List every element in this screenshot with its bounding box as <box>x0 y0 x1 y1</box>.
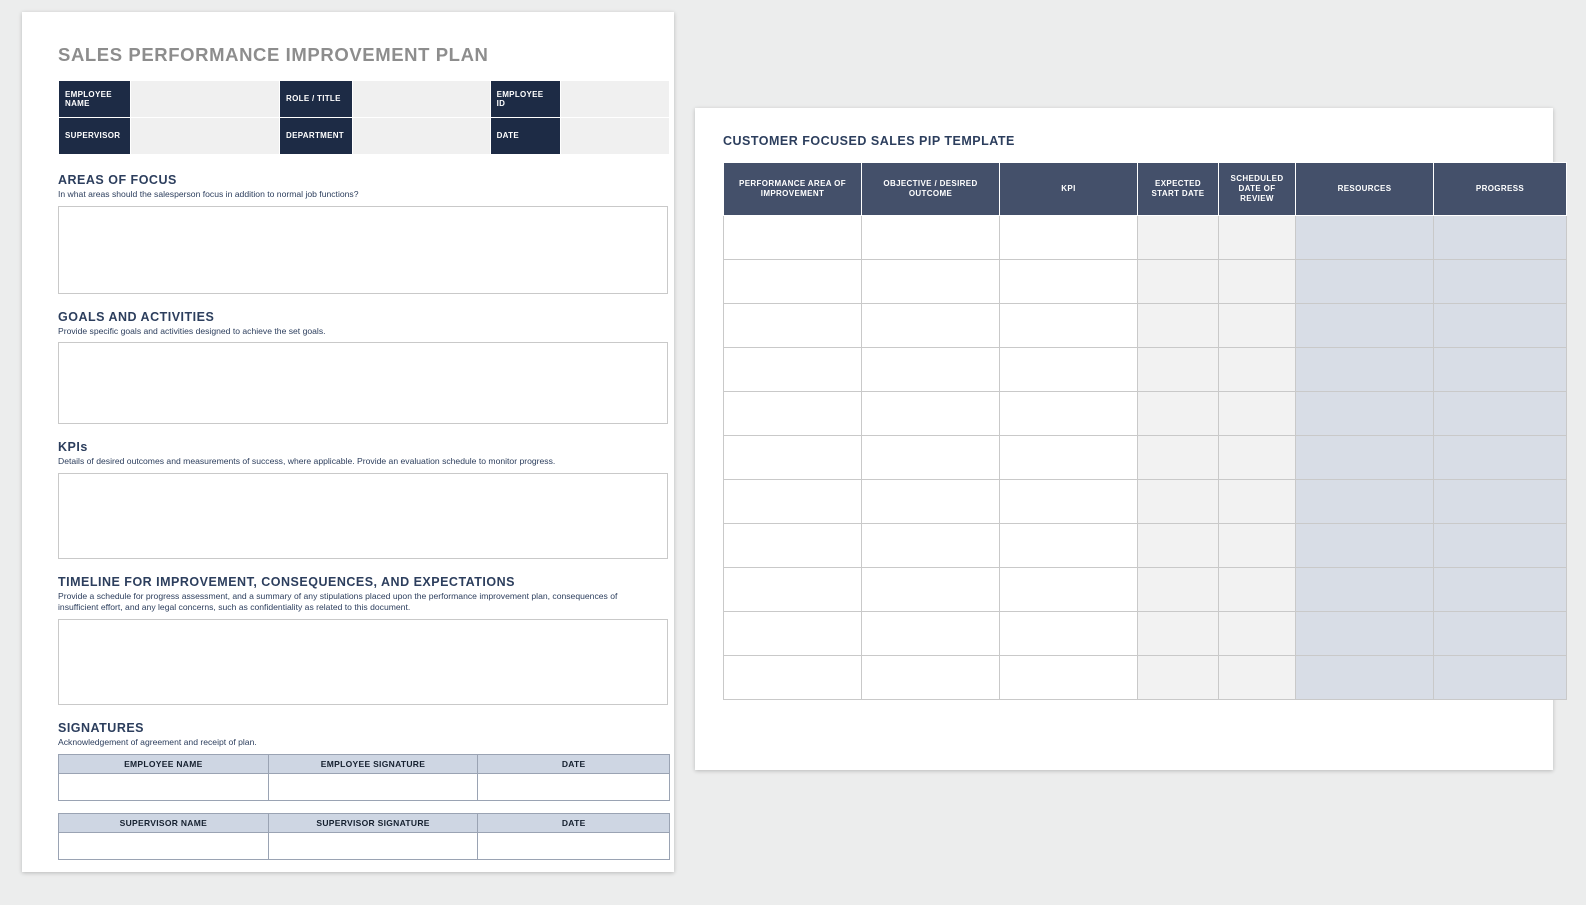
cell-progress[interactable] <box>1434 612 1567 656</box>
section-description: Details of desired outcomes and measurements of success, where applicable. Provide an evaluation schedule to monitor progress. <box>58 456 556 467</box>
cell-scheduled-review-date[interactable] <box>1219 612 1296 656</box>
cell-resources[interactable] <box>1296 216 1434 260</box>
table-row <box>724 568 1567 612</box>
page-title: SALES PERFORMANCE IMPROVEMENT PLAN <box>58 44 489 65</box>
table-row <box>724 260 1567 304</box>
cell-kpi[interactable] <box>1000 392 1138 436</box>
cell-employee-signature[interactable] <box>268 773 478 800</box>
section-areas-of-focus <box>58 173 646 294</box>
pip-table-body <box>724 216 1567 700</box>
section-description: Acknowledgement of agreement and receipt of plan. <box>58 736 257 747</box>
cell-scheduled-review-date[interactable] <box>1219 656 1296 700</box>
cell-performance-area[interactable] <box>724 656 862 700</box>
label-date: DATE <box>490 118 561 155</box>
cell-expected-start-date[interactable] <box>1138 656 1219 700</box>
table-row <box>724 524 1567 568</box>
label-supervisor: SUPERVISOR <box>59 118 131 155</box>
section-goals-and-activities <box>58 310 646 425</box>
cell-performance-area[interactable] <box>724 348 862 392</box>
column-header-objective: OBJECTIVE / DESIRED OUTCOME <box>862 163 1000 216</box>
cell-performance-area[interactable] <box>724 568 862 612</box>
cell-scheduled-review-date[interactable] <box>1219 568 1296 612</box>
table-row <box>724 216 1567 260</box>
section-heading: SIGNATURES <box>58 720 145 735</box>
cell-kpi[interactable] <box>1000 656 1138 700</box>
cell-expected-start-date[interactable] <box>1138 612 1219 656</box>
field-supervisor[interactable] <box>131 118 280 155</box>
cell-resources[interactable] <box>1296 260 1434 304</box>
table-row <box>59 773 670 800</box>
field-employee-name[interactable] <box>131 81 280 118</box>
cell-progress[interactable] <box>1434 304 1567 348</box>
cell-date[interactable] <box>478 832 670 859</box>
cell-scheduled-review-date[interactable] <box>1219 348 1296 392</box>
cell-performance-area[interactable] <box>724 260 862 304</box>
pip-table <box>723 162 1567 700</box>
field-employee-id[interactable] <box>561 81 670 118</box>
cell-resources[interactable] <box>1296 392 1434 436</box>
cell-performance-area[interactable] <box>724 392 862 436</box>
cell-resources[interactable] <box>1296 480 1434 524</box>
column-header-progress: PROGRESS <box>1434 163 1567 216</box>
column-header-date: DATE <box>478 813 670 832</box>
cell-performance-area[interactable] <box>724 304 862 348</box>
section-description: Provide a schedule for progress assessment, and a summary of any stipulations placed upon the performance improvement plan, consequences of insufficient effort, and any legal concerns, such as confidentiality as related to this document. <box>58 590 618 613</box>
table-row <box>724 348 1567 392</box>
field-department[interactable] <box>352 118 490 155</box>
label-employee-id: EMPLOYEE ID <box>490 81 561 118</box>
cell-objective[interactable] <box>862 656 1000 700</box>
cell-objective[interactable] <box>862 568 1000 612</box>
column-header-performance-area: PERFORMANCE AREA OF IMPROVEMENT <box>724 163 862 216</box>
cell-progress[interactable] <box>1434 568 1567 612</box>
cell-kpi[interactable] <box>1000 348 1138 392</box>
cell-objective[interactable] <box>862 216 1000 260</box>
cell-objective[interactable] <box>862 260 1000 304</box>
cell-performance-area[interactable] <box>724 436 862 480</box>
sales-pip-document <box>22 12 674 872</box>
column-header-employee-name: EMPLOYEE NAME <box>59 754 269 773</box>
table-row <box>724 392 1567 436</box>
cell-expected-start-date[interactable] <box>1138 568 1219 612</box>
column-header-date: DATE <box>478 754 670 773</box>
cell-expected-start-date[interactable] <box>1138 260 1219 304</box>
cell-progress[interactable] <box>1434 524 1567 568</box>
customer-focused-pip-document <box>695 108 1553 770</box>
cell-kpi[interactable] <box>1000 524 1138 568</box>
cell-objective[interactable] <box>862 524 1000 568</box>
column-header-resources: RESOURCES <box>1296 163 1434 216</box>
cell-objective[interactable] <box>862 348 1000 392</box>
column-header-supervisor-name: SUPERVISOR NAME <box>59 813 269 832</box>
cell-kpi[interactable] <box>1000 304 1138 348</box>
column-header-expected-start-date: EXPECTED START DATE <box>1138 163 1219 216</box>
cell-expected-start-date[interactable] <box>1138 392 1219 436</box>
section-signatures <box>58 721 646 860</box>
section-heading: KPIs <box>58 440 88 455</box>
table-row <box>59 832 670 859</box>
cell-resources[interactable] <box>1296 656 1434 700</box>
section-description: Provide specific goals and activities designed to achieve the set goals. <box>58 325 326 336</box>
cell-performance-area[interactable] <box>724 216 862 260</box>
cell-kpi[interactable] <box>1000 612 1138 656</box>
table-row <box>724 480 1567 524</box>
cell-resources[interactable] <box>1296 612 1434 656</box>
cell-resources[interactable] <box>1296 436 1434 480</box>
cell-kpi[interactable] <box>1000 216 1138 260</box>
column-header-kpi: KPI <box>1000 163 1138 216</box>
column-header-employee-signature: EMPLOYEE SIGNATURE <box>268 754 478 773</box>
cell-supervisor-signature[interactable] <box>268 832 478 859</box>
cell-objective[interactable] <box>862 436 1000 480</box>
cell-performance-area[interactable] <box>724 480 862 524</box>
cell-supervisor-name[interactable] <box>59 832 269 859</box>
cell-employee-name[interactable] <box>59 773 269 800</box>
cell-progress[interactable] <box>1434 656 1567 700</box>
section-kpis <box>58 440 646 559</box>
label-department: DEPARTMENT <box>280 118 353 155</box>
cell-resources[interactable] <box>1296 304 1434 348</box>
cell-expected-start-date[interactable] <box>1138 436 1219 480</box>
cell-progress[interactable] <box>1434 480 1567 524</box>
table-header-row <box>59 813 670 832</box>
table-row <box>724 304 1567 348</box>
column-header-scheduled-review-date: SCHEDULED DATE OF REVIEW <box>1219 163 1296 216</box>
supervisor-signature-table <box>58 813 670 860</box>
cell-expected-start-date[interactable] <box>1138 480 1219 524</box>
cell-scheduled-review-date[interactable] <box>1219 436 1296 480</box>
field-role-title[interactable] <box>352 81 490 118</box>
section-heading: GOALS AND ACTIVITIES <box>58 309 215 324</box>
section-description: In what areas should the salesperson focus in addition to normal job functions? <box>58 189 359 199</box>
cell-kpi[interactable] <box>1000 480 1138 524</box>
cell-scheduled-review-date[interactable] <box>1219 480 1296 524</box>
cell-progress[interactable] <box>1434 216 1567 260</box>
cell-scheduled-review-date[interactable] <box>1219 304 1296 348</box>
cell-kpi[interactable] <box>1000 260 1138 304</box>
table-row <box>724 656 1567 700</box>
kpis-input[interactable] <box>58 473 668 559</box>
label-employee-name: EMPLOYEE NAME <box>59 81 131 118</box>
cell-progress[interactable] <box>1434 392 1567 436</box>
section-heading: TIMELINE FOR IMPROVEMENT, CONSEQUENCES, AND EXPECTATIONS <box>58 574 515 589</box>
table-header-row <box>724 163 1567 216</box>
field-date[interactable] <box>561 118 670 155</box>
cell-expected-start-date[interactable] <box>1138 524 1219 568</box>
cell-objective[interactable] <box>862 304 1000 348</box>
cell-resources[interactable] <box>1296 348 1434 392</box>
section-timeline <box>58 575 646 705</box>
cell-resources[interactable] <box>1296 568 1434 612</box>
cell-expected-start-date[interactable] <box>1138 304 1219 348</box>
areas-of-focus-input[interactable] <box>58 206 668 294</box>
employee-info-table <box>58 80 670 155</box>
cell-kpi[interactable] <box>1000 568 1138 612</box>
cell-expected-start-date[interactable] <box>1138 216 1219 260</box>
cell-objective[interactable] <box>862 612 1000 656</box>
cell-kpi[interactable] <box>1000 436 1138 480</box>
table-row <box>724 436 1567 480</box>
cell-objective[interactable] <box>862 480 1000 524</box>
cell-scheduled-review-date[interactable] <box>1219 524 1296 568</box>
cell-progress[interactable] <box>1434 436 1567 480</box>
cell-resources[interactable] <box>1296 524 1434 568</box>
section-heading: AREAS OF FOCUS <box>58 173 177 187</box>
cell-scheduled-review-date[interactable] <box>1219 392 1296 436</box>
cell-date[interactable] <box>478 773 670 800</box>
column-header-supervisor-signature: SUPERVISOR SIGNATURE <box>268 813 478 832</box>
cell-progress[interactable] <box>1434 348 1567 392</box>
table-row <box>59 118 670 155</box>
table-row <box>724 612 1567 656</box>
timeline-input[interactable] <box>58 619 668 705</box>
cell-progress[interactable] <box>1434 260 1567 304</box>
goals-and-activities-input[interactable] <box>58 342 668 424</box>
cell-performance-area[interactable] <box>724 524 862 568</box>
label-role-title: ROLE / TITLE <box>280 81 353 118</box>
cell-scheduled-review-date[interactable] <box>1219 216 1296 260</box>
table-row <box>59 81 670 118</box>
cell-expected-start-date[interactable] <box>1138 348 1219 392</box>
table-header-row <box>59 754 670 773</box>
cell-scheduled-review-date[interactable] <box>1219 260 1296 304</box>
cell-performance-area[interactable] <box>724 612 862 656</box>
employee-signature-table <box>58 754 670 801</box>
cell-objective[interactable] <box>862 392 1000 436</box>
pip-template-title: CUSTOMER FOCUSED SALES PIP TEMPLATE <box>723 134 1015 148</box>
